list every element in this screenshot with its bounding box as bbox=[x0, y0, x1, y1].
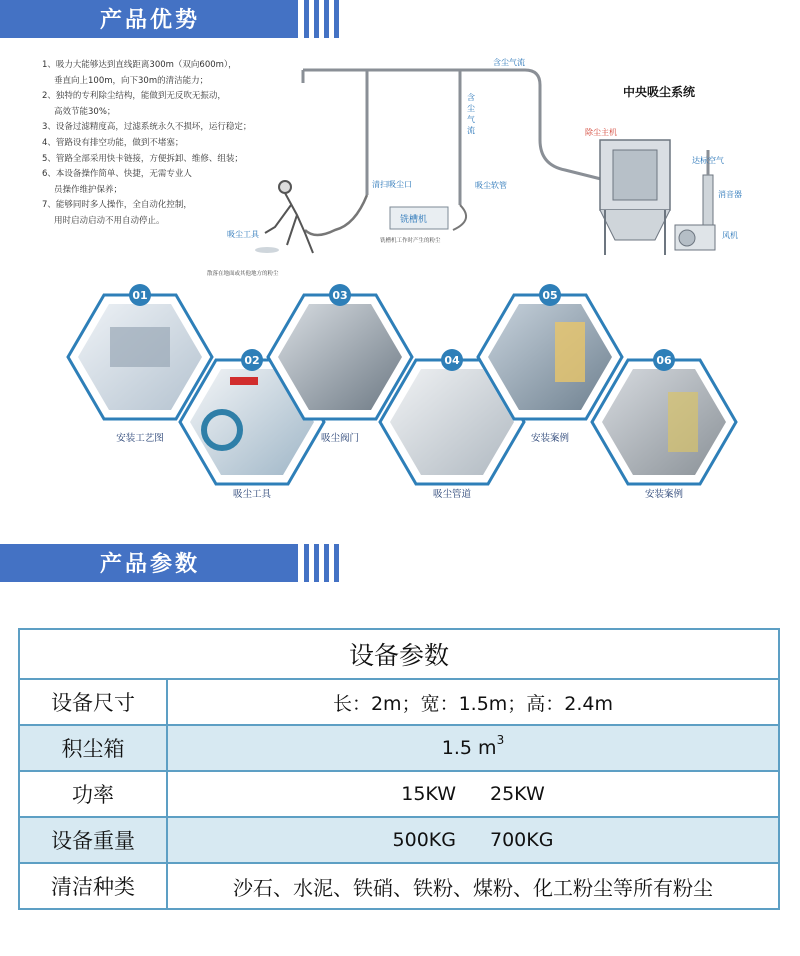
feature-line: 1、吸力大能够达到直线距离300m（双向600m）， bbox=[42, 60, 237, 70]
feature-line: 6、本设备操作简单、快捷，无需专业人 bbox=[42, 169, 192, 180]
label-fan: 风机 bbox=[722, 231, 738, 240]
feature-line: 2、独特的专利除尘结构，能做到无反吹无振动， bbox=[42, 91, 226, 102]
banner-stripe bbox=[324, 0, 329, 38]
param-superscript: 3 bbox=[496, 733, 505, 747]
section-title: 产品优势 bbox=[100, 8, 201, 33]
feature-line: 用时启动启动不用自动停止。 bbox=[54, 215, 165, 226]
gallery-number: 06 bbox=[656, 354, 672, 367]
gallery-number: 03 bbox=[332, 289, 348, 302]
label-suction-hose: 吸尘软管 bbox=[475, 181, 507, 190]
param-key: 清洁种类 bbox=[19, 863, 167, 909]
param-value-secondary: 700KG bbox=[490, 829, 554, 851]
param-value-text: 1.5 m bbox=[441, 737, 497, 759]
diagram-title: 中央吸尘系统 bbox=[623, 85, 696, 99]
param-value bbox=[167, 771, 779, 817]
banner-stripe bbox=[334, 544, 339, 582]
banner-stripe bbox=[314, 0, 319, 38]
feature-line: 员操作维护保养； bbox=[54, 184, 123, 195]
banner-stripe bbox=[314, 544, 319, 582]
banner-stripe bbox=[304, 544, 309, 582]
dust-pile bbox=[255, 247, 279, 253]
banner-stripe bbox=[304, 0, 309, 38]
feature-line: 高效节能30%； bbox=[54, 106, 116, 117]
label-cleaning-inlet: 清扫吸尘口 bbox=[372, 180, 412, 189]
table-title: 设备参数 bbox=[19, 629, 779, 679]
param-key: 设备尺寸 bbox=[19, 679, 167, 725]
param-key: 功率 bbox=[19, 771, 167, 817]
param-value: 长：2m；宽：1.5m；高：2.4m bbox=[167, 679, 779, 725]
table-header-row bbox=[19, 629, 779, 679]
param-value bbox=[167, 817, 779, 863]
label-floor-note: 散落在地面或其他地方的粉尘 bbox=[207, 271, 279, 277]
central-vacuum-system-diagram bbox=[195, 55, 785, 285]
table-row bbox=[19, 679, 779, 725]
feature-line: 3、设备过滤精度高，过滤系统永久不损坏，运行稳定； bbox=[42, 122, 252, 133]
milling-hose bbox=[453, 205, 466, 230]
table-row bbox=[19, 863, 779, 909]
product-gallery bbox=[60, 282, 760, 512]
label-muffler: 消音器 bbox=[718, 190, 742, 199]
gallery-label: 吸尘工具 bbox=[232, 489, 272, 500]
feature-line: 5、管路全部采用快卡链接，方便拆卸、维修、组装； bbox=[42, 153, 243, 164]
label-milling-machine: 铣槽机 bbox=[400, 215, 428, 225]
gallery-number: 04 bbox=[444, 354, 460, 367]
section-banner-params bbox=[0, 544, 340, 582]
label-dust-air-vertical: 含尘气流 bbox=[467, 93, 475, 135]
param-key: 设备重量 bbox=[19, 817, 167, 863]
gallery-label: 安装案例 bbox=[530, 433, 570, 444]
banner-stripe bbox=[324, 544, 329, 582]
table-row bbox=[19, 771, 779, 817]
gallery-label: 吸尘管道 bbox=[432, 489, 472, 500]
suction-hose bbox=[305, 195, 367, 235]
gallery-label: 安装工艺图 bbox=[116, 433, 164, 444]
table-row bbox=[19, 725, 779, 771]
gallery-number: 05 bbox=[542, 289, 558, 302]
param-key: 积尘箱 bbox=[19, 725, 167, 771]
gallery-number: 02 bbox=[244, 354, 260, 367]
feature-line: 4、管路设有排空功能，做到不堵塞； bbox=[42, 137, 184, 148]
param-value: 沙石、水泥、铁硝、铁粉、煤粉、化工粉尘等所有粉尘 bbox=[167, 863, 779, 909]
param-value bbox=[167, 725, 779, 771]
section-banner-advantages bbox=[0, 0, 340, 38]
pipe-network bbox=[303, 70, 605, 205]
feature-line: 7、能够同时多人操作，全自动化控制， bbox=[42, 200, 192, 211]
gallery-label: 吸尘阀门 bbox=[320, 433, 360, 444]
table-row bbox=[19, 817, 779, 863]
section-title: 产品参数 bbox=[100, 552, 201, 577]
operator-figure bbox=[265, 181, 313, 253]
parameters-table bbox=[18, 628, 780, 910]
gallery-label: 安装案例 bbox=[644, 489, 684, 500]
gallery-number: 01 bbox=[132, 289, 148, 302]
banner-stripe bbox=[334, 0, 339, 38]
param-value-primary: 15KW bbox=[401, 783, 456, 805]
feature-line: 垂直向上100m，向下30m的清洁能力； bbox=[54, 75, 209, 86]
param-value-primary: 500KG bbox=[392, 829, 456, 851]
label-tool: 吸尘工具 bbox=[227, 230, 259, 239]
label-clean-air: 达标空气 bbox=[692, 156, 724, 165]
label-dust-air-top: 含尘气流 bbox=[493, 58, 525, 67]
label-main-unit: 除尘主机 bbox=[585, 128, 617, 137]
label-milling-note: 铣槽机工作时产生的粉尘 bbox=[380, 238, 441, 244]
param-value-secondary: 25KW bbox=[490, 783, 545, 805]
